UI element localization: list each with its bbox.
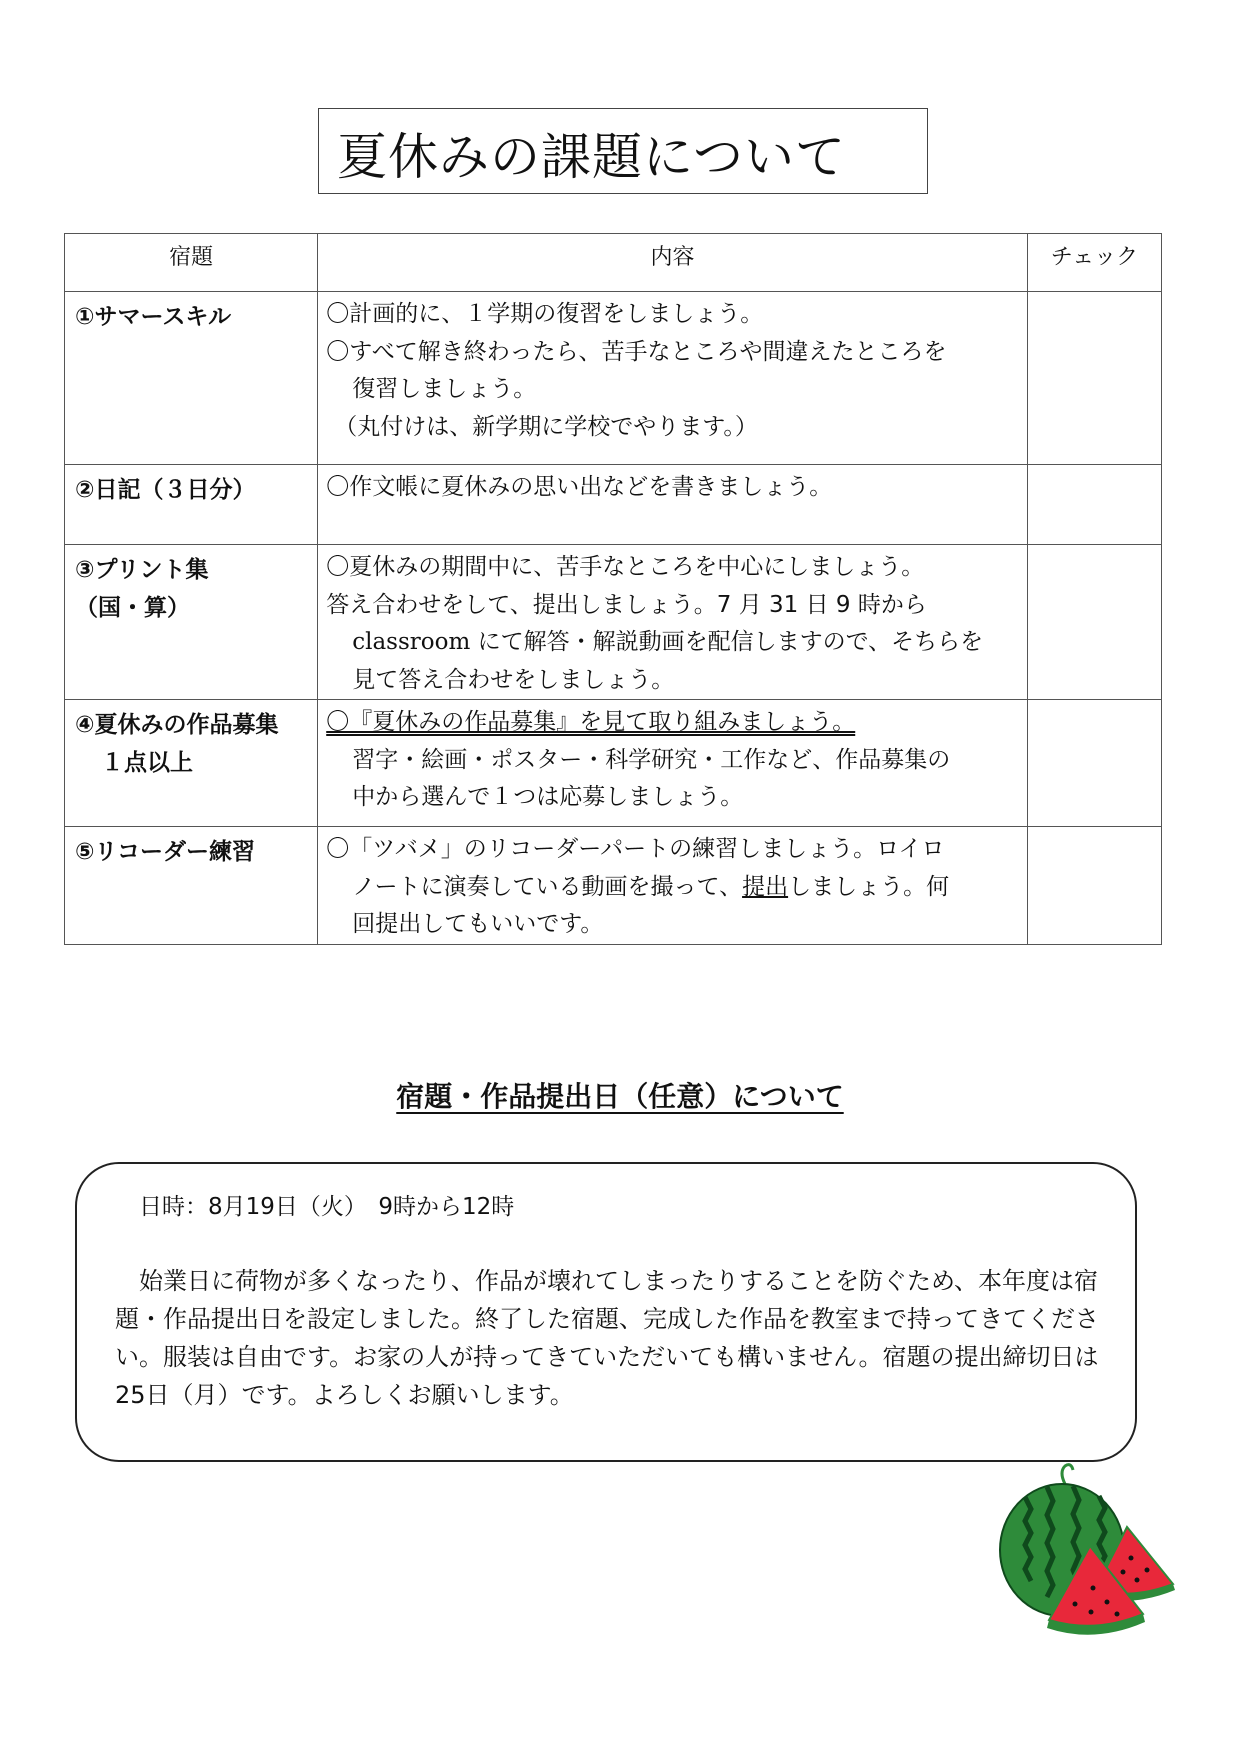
content-line: 回提出してもいいです。 xyxy=(352,911,604,937)
task-cell xyxy=(65,545,318,700)
content-line: 〇『夏休みの作品募集』を見て取り組みましょう。 xyxy=(326,709,856,735)
content-line: 見て答え合わせをしましょう。 xyxy=(352,666,675,693)
table-row xyxy=(65,465,1162,545)
page-title: 夏休みの課題について xyxy=(337,128,846,186)
content-line: 〇「ツバメ」のリコーダーパートの練習しましょう。ロイロ xyxy=(326,836,945,862)
title-box xyxy=(318,108,928,194)
content-line: 〇夏休みの期間中に、苦手なところを中心にしましょう。 xyxy=(326,554,925,580)
content-line: 中から選んで１つは応募しましょう。 xyxy=(352,784,744,810)
task-subtitle: （国・算） xyxy=(75,595,190,621)
homework-table xyxy=(64,233,1162,945)
table-row xyxy=(65,292,1162,465)
task-subtitle: １点以上 xyxy=(101,750,193,776)
watermelon-icon xyxy=(995,1462,1185,1647)
submission-datetime: 日時：8月19日（火） 9時から12時 xyxy=(139,1194,515,1220)
task-name: ②日記（３日分） xyxy=(75,477,256,503)
check-cell[interactable] xyxy=(1027,545,1161,700)
task-name: ①サマースキル xyxy=(75,304,232,330)
content-cell xyxy=(318,827,1028,945)
check-cell[interactable] xyxy=(1027,465,1161,545)
info-box xyxy=(75,1162,1137,1462)
table-row xyxy=(65,827,1162,945)
content-cell xyxy=(318,292,1028,465)
content-cell xyxy=(318,545,1028,700)
check-cell[interactable] xyxy=(1027,827,1161,945)
content-line xyxy=(326,869,1021,907)
task-cell xyxy=(65,700,318,827)
content-line: 〇計画的に、１学期の復習をしましょう。 xyxy=(326,301,764,327)
content-line: classroom にて解答・解説動画を配信しますので、そちらを xyxy=(352,629,984,655)
notice-text: 始業日に荷物が多くなったり、作品が壊れてしまったりすることを防ぐため、本年度は宿題・作品提出日を設定しました。終了した宿題、完成した作品を教室まで持ってきてください。服装は自由です。お家の人が持ってきていただいても構いません。宿題の提出締切日は25日（月）です。よろしくお願いします。 xyxy=(115,1267,1099,1409)
content-line: （丸付けは、新学期に学校でやります。） xyxy=(334,413,758,440)
table-row xyxy=(65,700,1162,827)
task-cell xyxy=(65,465,318,545)
content-line: 復習しましょう。 xyxy=(352,376,537,402)
task-cell xyxy=(65,827,318,945)
content-cell xyxy=(318,700,1028,827)
content-line: 〇すべて解き終わったら、苦手なところや間違えたところを xyxy=(326,338,947,365)
header-check: チェック xyxy=(1027,234,1161,292)
content-line: 答え合わせをして、提出しましょう。7 月 31 日 9 時から xyxy=(326,591,927,618)
table-row xyxy=(65,545,1162,700)
task-name: ⑤リコーダー練習 xyxy=(75,839,256,865)
content-text: ノートに演奏している動画を撮って、 xyxy=(352,873,743,900)
header-content: 内容 xyxy=(318,234,1028,292)
task-name: ④夏休みの作品募集 xyxy=(75,712,279,738)
check-cell[interactable] xyxy=(1027,700,1161,827)
content-cell xyxy=(318,465,1028,545)
header-task: 宿題 xyxy=(65,234,318,292)
submit-underlined: 提出 xyxy=(742,873,789,900)
check-cell[interactable] xyxy=(1027,292,1161,465)
section-title-text: 宿題・作品提出日（任意）について xyxy=(396,1080,844,1113)
table-header-row xyxy=(65,234,1162,292)
content-line: 習字・絵画・ポスター・科学研究・工作など、作品募集の xyxy=(352,746,951,773)
task-name: ③プリント集 xyxy=(75,557,209,583)
content-text: しましょう。何 xyxy=(788,873,950,900)
section-title xyxy=(0,1075,1240,1115)
content-line: 〇作文帳に夏休みの思い出などを書きましょう。 xyxy=(326,474,833,500)
task-cell xyxy=(65,292,318,465)
